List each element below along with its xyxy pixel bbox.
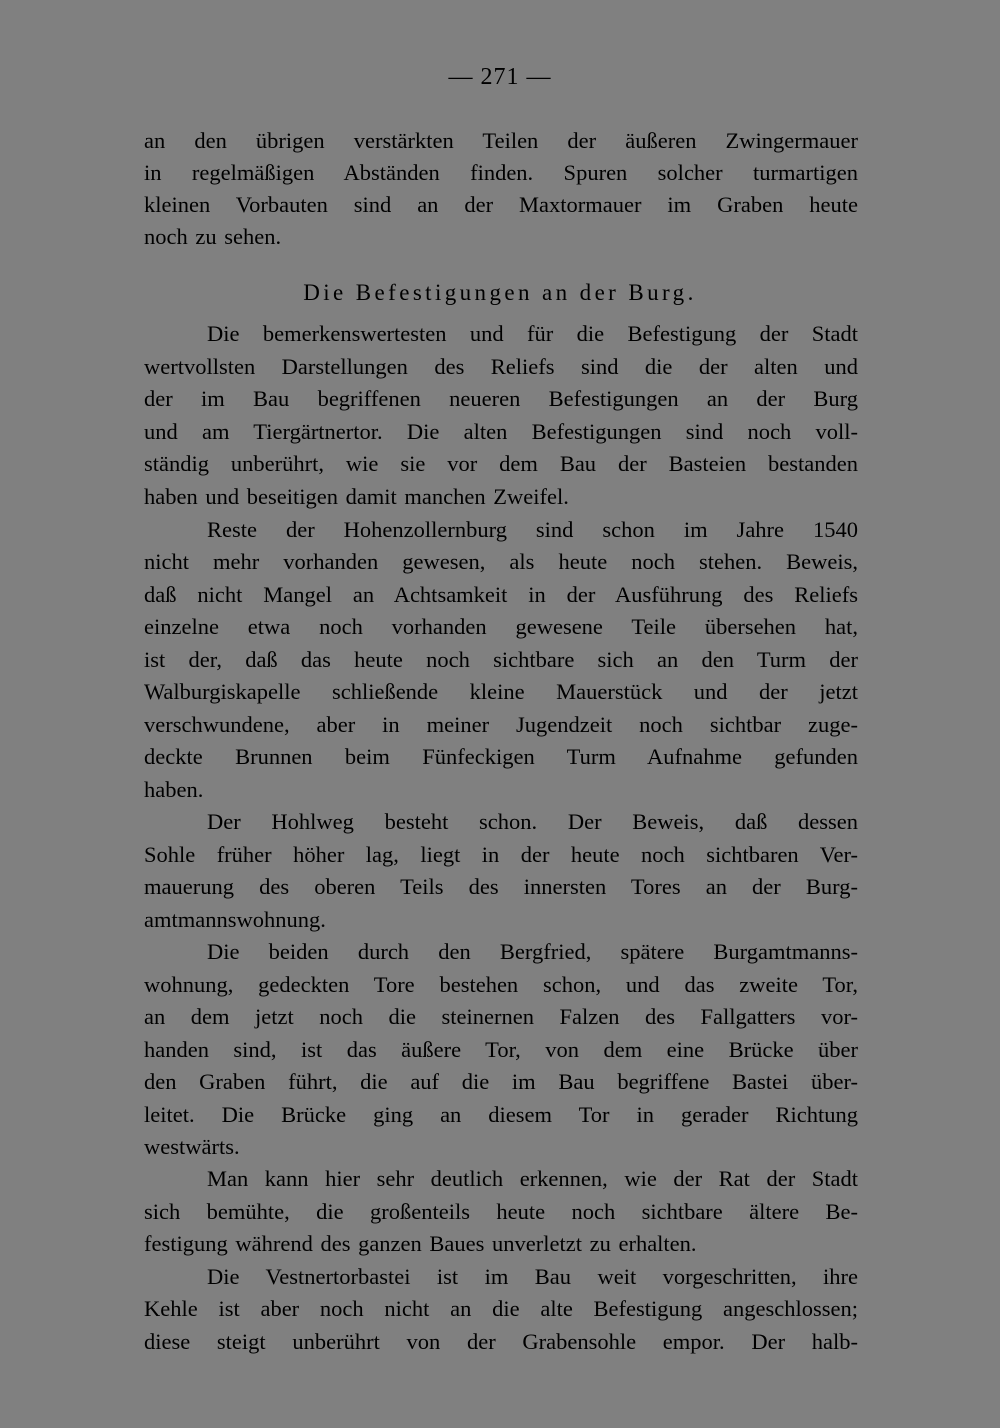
text-line: Die Vestnertorbastei ist im Bau weit vorgeschritten, ihre [207,1264,858,1289]
text-line: der im Bau begriffenen neueren Befestigungen an der Burg [144,386,858,411]
text-line: den Graben führt, die auf die im Bau begriffene Bastei über- [144,1069,858,1094]
text-line: Die beiden durch den Bergfried, spätere Burgamtmanns- [207,939,858,964]
text-line: an dem jetzt noch die steinernen Falzen des Fallgatters vor- [144,1004,858,1029]
text-line: verschwundene, aber in meiner Jugendzeit noch sichtbar zuge- [144,712,858,737]
text-line: kleinen Vorbauten sind an der Maxtormauer im Graben heute [144,192,858,217]
text-line: leitet. Die Brücke ging an diesem Tor in gerader Richtung [144,1102,858,1127]
text-line: und am Tiergärtnertor. Die alten Befestigungen sind noch voll- [144,419,858,444]
text-line: haben und beseitigen damit manchen Zweifel. [144,484,569,509]
text-line: an den übrigen verstärkten Teilen der äußeren Zwingermauer [144,128,858,153]
section-heading: Die Befestigungen an der Burg. [303,280,697,305]
text-line: westwärts. [144,1134,240,1159]
text-line: ist der, daß das heute noch sichtbare sich an den Turm der [144,647,858,672]
text-line: Sohle früher höher lag, liegt in der heute noch sichtbaren Ver- [144,842,858,867]
text-line: festigung während des ganzen Baues unverletzt zu erhalten. [144,1231,697,1256]
text-line: daß nicht Mangel an Achtsamkeit in der Ausführung des Reliefs [144,582,858,607]
text-line: diese steigt unberührt von der Grabensohle empor. Der halb- [144,1329,858,1354]
text-line: haben. [144,777,204,802]
text-line: amtmannswohnung. [144,907,326,932]
text-line: Kehle ist aber noch nicht an die alte Befestigung angeschlossen; [144,1296,858,1321]
text-line: einzelne etwa noch vorhanden gewesene Teile übersehen hat, [144,614,858,639]
text-line: Man kann hier sehr deutlich erkennen, wie der Rat der Stadt [207,1166,858,1191]
text-line: Walburgiskapelle schließende kleine Mauerstück und der jetzt [144,679,858,704]
text-line: noch zu sehen. [144,224,282,249]
text-line: in regelmäßigen Abständen finden. Spuren solcher turmartigen [144,160,858,185]
text-line: sich bemühte, die großenteils heute noch sichtbare ältere Be- [144,1199,858,1224]
text-line: handen sind, ist das äußere Tor, von dem eine Brücke über [144,1037,858,1062]
text-line: ständig unberührt, wie sie vor dem Bau der Basteien bestanden [144,451,858,476]
text-line: deckte Brunnen beim Fünfeckigen Turm Aufnahme gefunden [144,744,858,769]
text-line: mauerung des oberen Teils des innersten Tores an der Burg- [144,874,858,899]
text-line: wertvollsten Darstellungen des Reliefs sind die der alten und [144,354,858,379]
page-number: — 271 — [448,64,552,90]
text-line: wohnung, gedeckten Tore bestehen schon, und das zweite Tor, [144,972,858,997]
text-line: Die bemerkenswertesten und für die Befestigung der Stadt [207,321,858,346]
text-line: nicht mehr vorhanden gewesen, als heute noch stehen. Beweis, [144,549,858,574]
text-line: Reste der Hohenzollernburg sind schon im Jahre 1540 [207,517,858,542]
text-line: Der Hohlweg besteht schon. Der Beweis, daß dessen [207,809,858,834]
